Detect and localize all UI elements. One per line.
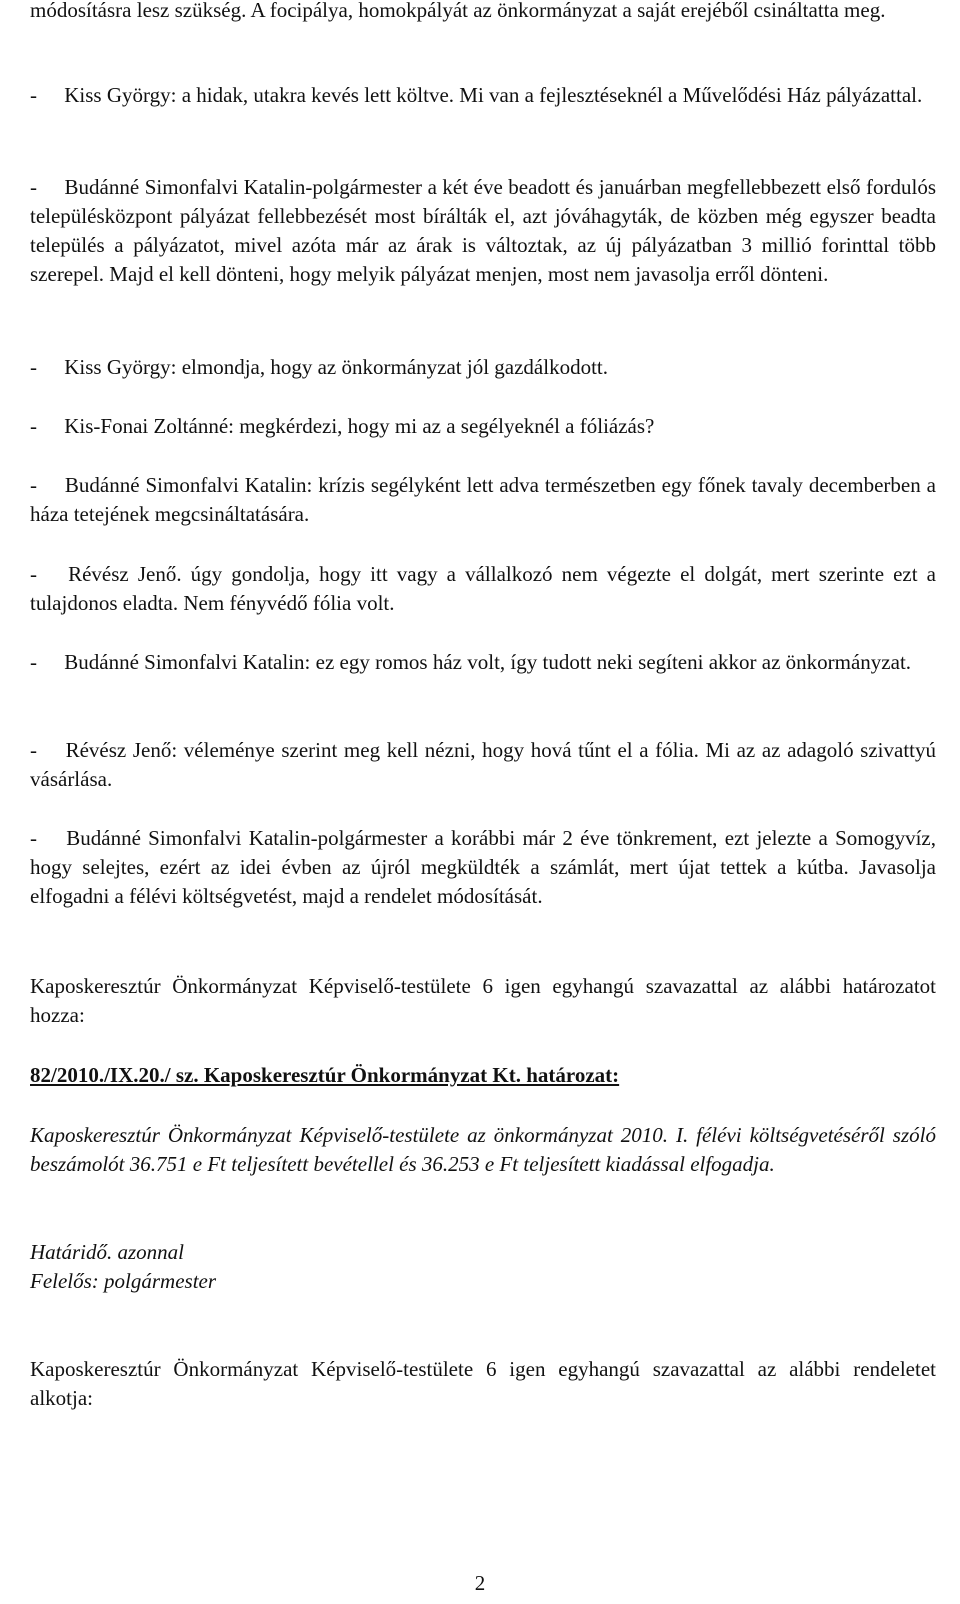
item-text: Budánné Simonfalvi Katalin-polgármester a korábbi már 2 éve tönkrement, ezt jelezte a Somogyvíz, hogy selejtes, ezért az idei évben az újról megküldték a számlát, mert újat tettek a kútba. Javasolja elfogadni a félévi költségvetést, majd a rendelet módosítását. [30, 826, 936, 908]
item-dash: - [30, 473, 37, 497]
item-dash: - [30, 826, 37, 850]
item-text: Budánné Simonfalvi Katalin-polgármester a két éve beadott és januárban megfellebbezett első fordulós településközpont pályázat fellebbezését most bírálták el, azt jóváhagyták, de közben még egyszer beadta település a pályázatot, mivel azóta már az árak is változtak, az új pályázatban 3 millió forinttal több szerepel. Majd el kell dönteni, hogy melyik pályázat menjen, most nem javasolja erről dönteni. [30, 175, 937, 286]
item-text: Budánné Simonfalvi Katalin: krízis segélyként lett adva természetben egy főnek tavaly decemberben a háza tetejének megcsináltatására. [30, 473, 936, 526]
list-item-budanne-3 [30, 648, 936, 677]
vote-paragraph-decree: Kaposkeresztúr Önkormányzat Képviselő-testülete 6 igen egyhangú szavazattal az alábbi rendeletet alkotja: [30, 1357, 936, 1410]
list-item-revesz-1 [30, 560, 936, 618]
item-dash: - [30, 738, 37, 762]
item-text: Kis-Fonai Zoltánné: megkérdezi, hogy mi az a segélyeknél a fóliázás? [64, 414, 655, 438]
item-dash: - [30, 83, 37, 107]
list-item-kiss-1 [30, 81, 936, 110]
list-item-kis-fonai [30, 412, 936, 441]
list-item-budanne-4 [30, 824, 936, 911]
resolution-deadline: Határidő. azonnal [30, 1240, 185, 1264]
item-text: Révész Jenő. úgy gondolja, hogy itt vagy a vállalkozó nem végezte el dolgát, mert szerinte ezt a tulajdonos eladta. Nem fényvédő fólia volt. [30, 562, 937, 615]
item-text: Kiss György: a hidak, utakra kevés lett költve. Mi van a fejlesztéseknél a Művelődési Ház pályázattal. [64, 83, 923, 107]
resolution-responsible: Felelős: polgármester [30, 1269, 217, 1293]
page-number: 2 [474, 1571, 486, 1595]
item-dash: - [30, 414, 37, 438]
item-dash: - [30, 650, 37, 674]
item-dash: - [30, 355, 37, 379]
resolution-body: Kaposkeresztúr Önkormányzat Képviselő-testülete az önkormányzat 2010. I. félévi költségvetéséről szóló beszámolót 36.751 e Ft teljesített bevétellel és 36.253 e Ft teljesített kiadással elfogadja. [30, 1123, 936, 1176]
item-text: Kiss György: elmondja, hogy az önkormányzat jól gazdálkodott. [64, 355, 609, 379]
item-text: Budánné Simonfalvi Katalin: ez egy romos ház volt, így tudott neki segíteni akkor az önkormányzat. [64, 650, 912, 674]
item-dash: - [30, 175, 37, 199]
list-item-budanne-2 [30, 471, 936, 529]
list-item-kiss-2 [30, 353, 936, 382]
resolution-title: 82/2010./IX.20./ sz. Kaposkeresztúr Önkormányzat Kt. határozat: [30, 1063, 620, 1087]
item-text: Révész Jenő: véleménye szerint meg kell nézni, hogy hová tűnt el a fólia. Mi az az adagoló szivattyú vásárlása. [30, 738, 936, 791]
vote-paragraph-resolution: Kaposkeresztúr Önkormányzat Képviselő-testülete 6 igen egyhangú szavazattal az alábbi határozatot hozza: [30, 974, 936, 1027]
list-item-budanne-1 [30, 173, 936, 289]
intro-paragraph: módosításra lesz szükség. A focipálya, homokpályát az önkormányzat a saját erejéből csináltatta meg. [30, 0, 886, 22]
item-dash: - [30, 562, 37, 586]
list-item-revesz-2 [30, 736, 936, 794]
